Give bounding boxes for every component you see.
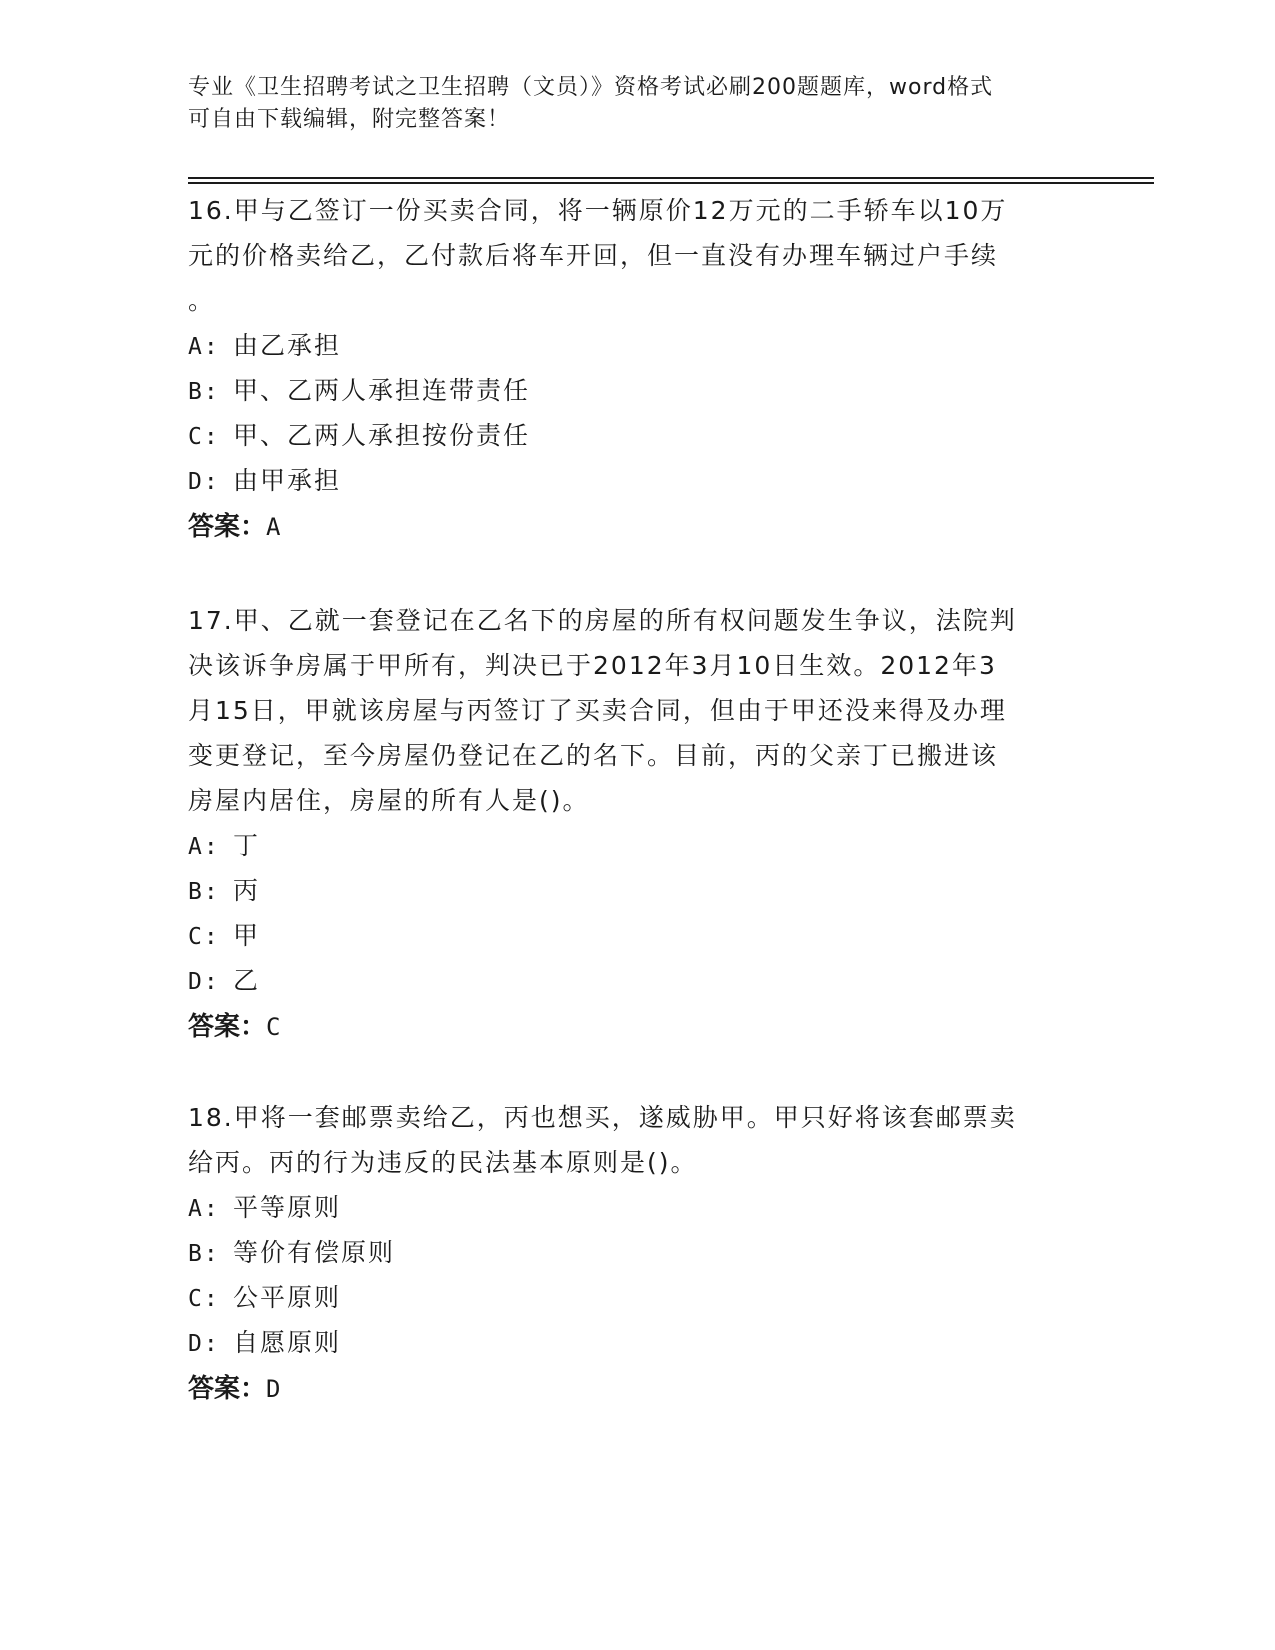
option-text: 丁 [233,831,261,860]
question-18 [188,1095,1088,1413]
question-17 [188,598,1088,1051]
question-17-text-line: 月15日，甲就该房屋与丙签订了买卖合同，但由于甲还没来得及办理 [188,696,1007,725]
option-letter: C: [188,924,220,950]
question-17-option-c [188,913,1088,958]
option-letter: D: [188,969,220,995]
question-16-text-line: 。 [188,286,216,315]
header-line-2: 可自由下载编辑，附完整答案！ [188,107,511,132]
option-letter: C: [188,424,220,450]
answer-label: 答案： [188,1012,267,1042]
option-text: 甲 [233,921,261,950]
answer-label: 答案： [188,1374,267,1404]
option-text: 乙 [233,966,261,995]
option-letter: A: [188,1196,220,1222]
header-line-1: 专业《卫生招聘考试之卫生招聘（文员）》资格考试必刷200题题库，word格式 [188,75,994,100]
question-16-answer [188,503,1088,551]
question-16-option-c [188,413,1088,458]
option-letter: B: [188,879,220,905]
option-letter: B: [188,379,220,405]
question-16-text-line: 元的价格卖给乙，乙付款后将车开回，但一直没有办理车辆过户手续 [188,241,999,270]
option-text: 由乙承担 [233,331,342,360]
question-16-option-d [188,458,1088,503]
option-letter: D: [188,469,220,495]
question-18-option-c [188,1275,1088,1320]
question-17-answer [188,1003,1088,1051]
question-17-text-line: 房屋内居住，房屋的所有人是()。 [188,786,590,815]
option-letter: A: [188,334,220,360]
question-18-answer [188,1365,1088,1413]
question-18-option-b [188,1230,1088,1275]
option-text: 公平原则 [233,1283,342,1312]
question-17-option-a [188,823,1088,868]
question-17-option-d [188,958,1088,1003]
option-text: 平等原则 [233,1193,342,1222]
question-18-option-a [188,1185,1088,1230]
question-17-text-line: 17.甲、乙就一套登记在乙名下的房屋的所有权问题发生争议，法院判 [188,606,1017,635]
question-18-text-line: 18.甲将一套邮票卖给乙，丙也想买，遂威胁甲。甲只好将该套邮票卖 [188,1103,1017,1132]
question-18-text-line: 给丙。丙的行为违反的民法基本原则是()。 [188,1148,698,1177]
option-text: 甲、乙两人承担连带责任 [233,376,531,405]
option-letter: B: [188,1241,220,1267]
header-divider-bottom [188,182,1154,184]
question-16-option-b [188,368,1088,413]
answer-value: C [266,1013,281,1041]
option-text: 等价有偿原则 [233,1238,396,1267]
question-16-option-a [188,323,1088,368]
answer-label: 答案： [188,512,267,542]
option-letter: D: [188,1331,220,1357]
question-16 [188,188,1088,551]
option-letter: A: [188,834,220,860]
question-17-text-line: 决该诉争房属于甲所有，判决已于2012年3月10日生效。2012年3 [188,651,997,680]
question-16-text-line: 16.甲与乙签订一份买卖合同，将一辆原价12万元的二手轿车以10万 [188,196,1008,225]
option-text: 由甲承担 [233,466,342,495]
option-text: 丙 [233,876,261,905]
header-divider-top [188,177,1154,179]
option-text: 甲、乙两人承担按份责任 [233,421,531,450]
document-header [188,72,1068,136]
option-letter: C: [188,1286,220,1312]
answer-value: D [266,1375,281,1403]
question-18-option-d [188,1320,1088,1365]
option-text: 自愿原则 [233,1328,342,1357]
question-17-option-b [188,868,1088,913]
answer-value: A [266,513,281,541]
question-17-text-line: 变更登记，至今房屋仍登记在乙的名下。目前，丙的父亲丁已搬进该 [188,741,999,770]
